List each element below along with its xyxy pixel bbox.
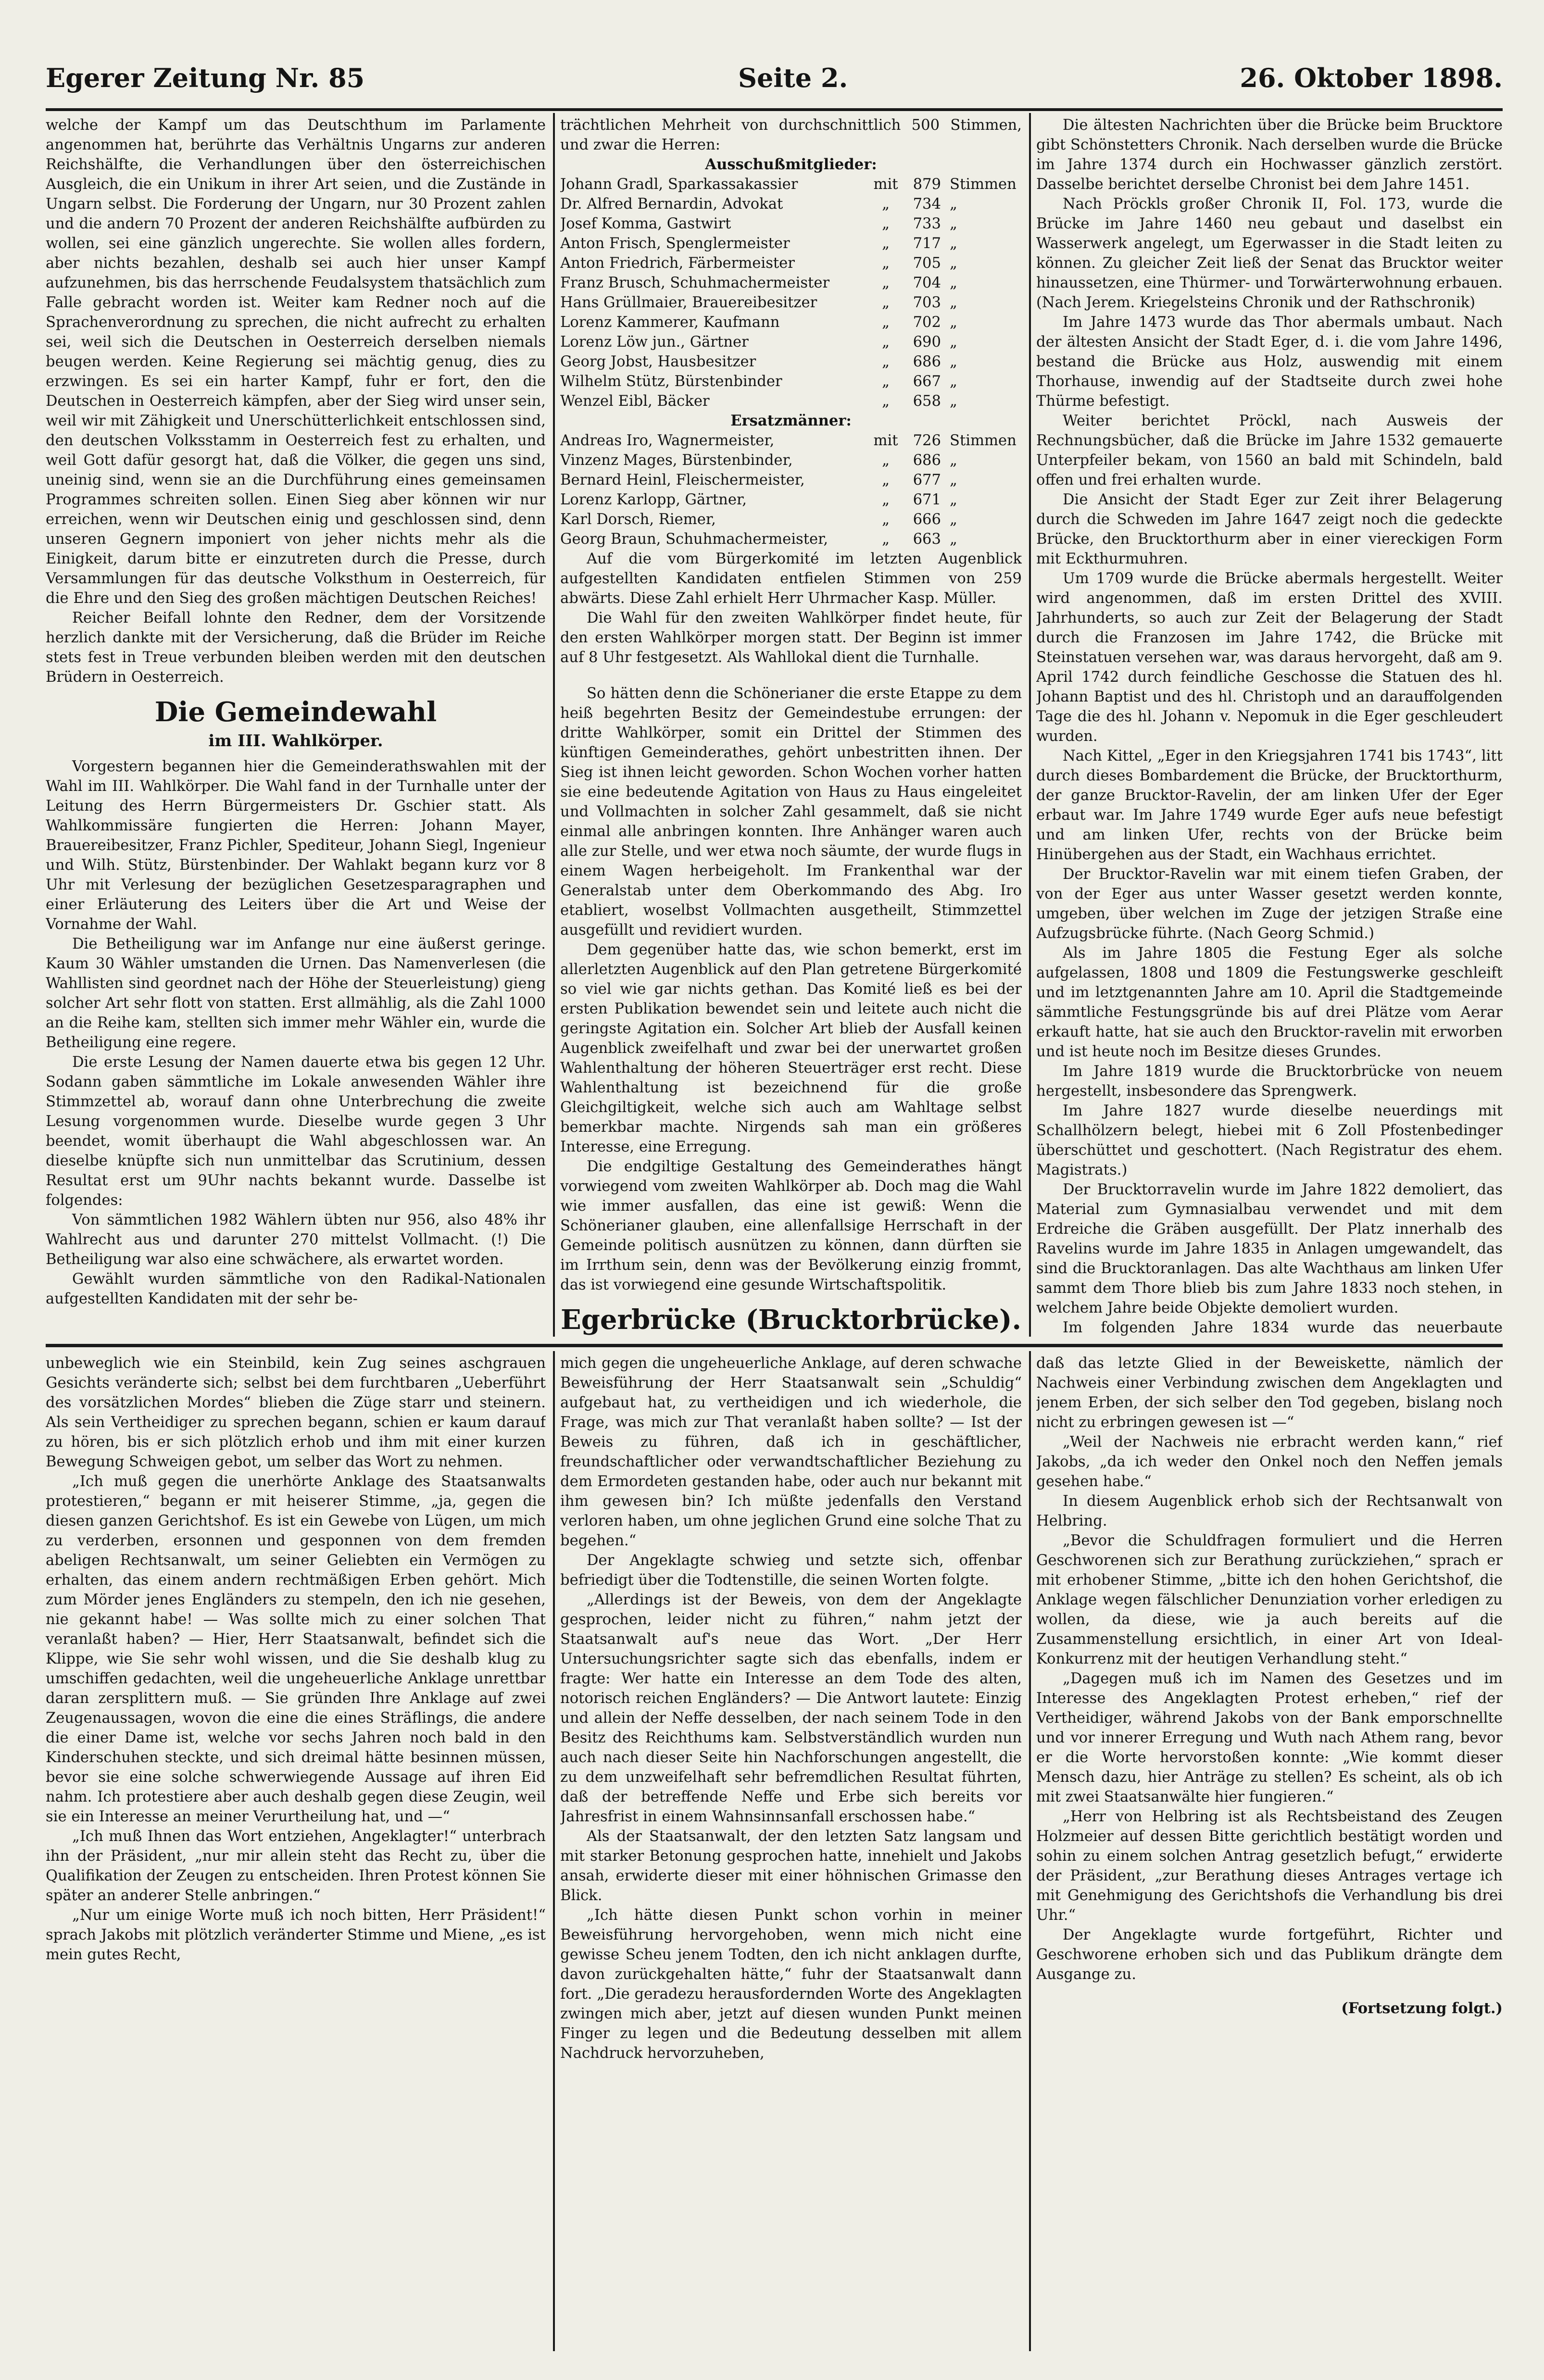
- candidate-unit: „: [950, 353, 957, 370]
- candidate-votes: 667: [913, 373, 941, 390]
- article-paragraph: So hätten denn die Schönerianer die erste Etappe zu dem heiß begehrten Besitz der Gemeindestube errungen: der dritte Wahlkörper, somit ein Drittel der Stimmen des künftigen Gemeinderathes, gehört unbestritten ihnen. Der Sieg ist ihnen leicht geworden. Schon Wochen vorher hatten sie eine bedeutende Agitation von Haus zu Haus eingeleitet und Vollmachten in solcher Zahl gesammelt, daß sie nicht einmal alle anbringen konnten. Ihre Anhänger waren auch alle zur Stelle, und wer etwa noch säumte, der wurde flugs in einem Wagen herbeigeholt. Im Frankenthal war der Generalstab unter dem Oberkommando des Abg. Iro etabliert, woselbst Vollmachten ausgetheilt, Stimmzettel ausgefüllt und revidiert wurden.: [560, 685, 1022, 939]
- candidate-row: [560, 175, 1022, 194]
- section-heading-egerbruecke: Egerbrücke (Brucktorbrücke).: [561, 1304, 1021, 1336]
- article-paragraph: Um 1709 wurde die Brücke abermals hergestellt. Weiter wird angenommen, daß im ersten Drittel des XVIII. Jahrhunderts, so auch zur Zeit der Belagerung der Stadt durch die Franzosen im Jahre 1742, die Brücke mit Steinstatuen versehen war, was daraus hervorgeht, daß am 9. April 1742 durch feindliche Geschosse die Statuen des hl. Johann Baptist und des hl. Christoph und an darauffolgenden Tage die des hl. Johann v. Nepomuk in die Eger geschleudert wurden.: [1036, 570, 1503, 745]
- section-heading-gemeindewahl: Die Gemeindewahl: [154, 696, 437, 728]
- candidate-votes: 686: [913, 353, 941, 370]
- header-newspaper-issue: Egerer Zeitung Nr. 85: [46, 63, 365, 93]
- candidate-mit: mit: [873, 176, 898, 193]
- article-paragraph: Die Betheiligung war im Anfange nur eine äußerst geringe. Kaum 30 Wähler umstanden die Urnen. Das Namenverlesen (die Wahllisten sind geordnet nach der Höhe der Steuerleistung) gieng solcher Art sehr flott von statten. Erst allmählig, als die Zahl 1000 an die Reihe kam, stellten sich immer mehr Wähler ein, wurde die Betheiligung eine regere.: [46, 936, 546, 1051]
- article-paragraph: Weiter berichtet Pröckl, nach Ausweis der Rechnungsbücher, daß die Brücke im Jahre 1532 gemauerte Unterpfeiler bekam, von 1560 an bald mit Schindeln, bald offen und frei erhalten wurde.: [1036, 413, 1503, 489]
- section-subheading: im III. Wahlkörper.: [208, 731, 383, 751]
- candidate-name: Georg Jobst, Hausbesitzer: [560, 353, 756, 370]
- candidate-mit: „: [882, 294, 890, 311]
- article-paragraph: Reicher Beifall lohnte den Redner, dem der Vorsitzende herzlich dankte mit der Versicherung, daß die Brüder im Reiche stets fest in Treue verbunden bleiben werden mit den deutschen Brüdern in Oesterreich.: [46, 610, 546, 686]
- header-date: 26. Oktober 1898.: [1240, 63, 1503, 93]
- continuation-note: (Fortsetzung folgt.): [1341, 2000, 1503, 2017]
- story-paragraph: „Herr von Helbring ist als Rechtsbeistand des Zeugen Holzmeier auf dessen Bitte gerichtlich bestätigt worden und sohin zu einem solchen Antrag gesetzlich befugt,“ erwiderte der Präsident, „zur Berathung dieses Antrages vertage ich mit Genehmigung des Gerichtshofs die Verhandlung bis drei Uhr.“: [1036, 1808, 1503, 1924]
- candidate-votes: 703: [913, 294, 941, 311]
- candidate-unit: „: [950, 393, 957, 410]
- candidate-name: Johann Gradl, Sparkassakassier: [560, 176, 798, 193]
- story-paragraph: unbeweglich wie ein Steinbild, kein Zug seines aschgrauen Gesichts veränderte sich; selbst bei dem furchtbaren „Ueberführt des vorsätzlichen Mordes“ blieben die Züge starr und steinern. Als sein Vertheidiger zu sprechen begann, schien er kaum darauf zu hören, bis er sich plötzlich erhob und ihm mit einer kurzen Bewegung Schweigen gebot, um selber das Wort zu nehmen.: [46, 1355, 546, 1470]
- column-1: [46, 115, 546, 1339]
- story-paragraph: „Ich muß Ihnen das Wort entziehen, Angeklagter!“ unterbrach ihn der Präsident, „nur mir allein steht das Recht zu, über die Qualifikation der Zeugen zu entscheiden. Ihren Protest können Sie später an anderer Stelle anbringen.“: [46, 1828, 546, 1904]
- candidate-mit: „: [882, 452, 890, 469]
- candidate-row: [560, 391, 1022, 411]
- candidate-mit: „: [882, 255, 890, 272]
- column-rule-1: [553, 113, 555, 1337]
- candidate-votes: 666: [913, 511, 941, 528]
- candidate-votes: 734: [913, 196, 941, 213]
- candidate-row: [560, 490, 1022, 510]
- candidate-name: Josef Komma, Gastwirt: [560, 215, 731, 232]
- article-paragraph: Nach Kittel, „Eger in den Kriegsjahren 1741 bis 1743“, litt durch dieses Bombardement die Brücke, der Brucktorthurm, der ganze Brucktor-Ravelin, der am linken Ufer der Eger erbaut war. Im Jahre 1749 wurde Eger aufs neue befestigt und am linken Ufer, rechts von der Brücke beim Hinübergehen aus der Stadt, ein Wachhaus errichtet.: [1036, 748, 1503, 863]
- story-paragraph: „Ich muß gegen die unerhörte Anklage des Staatsanwalts protestieren,“ begann er mit heiserer Stimme, „ja, gegen die diesen ganzen Gerichtshof. Es ist ein Gewebe von Lügen, um mich zu verderben, ersonnen und gesponnen von dem fremden abeligen Rechtsanwalt, um seiner Geliebten ein Vermögen zu erhalten, das einem andern rechtmäßigen Erben gehört. Mich zum Mörder jenes Engländers zu stempeln, den ich nie gesehen, nie gekannt habe! — Was sollte mich zu einer solchen That veranlaßt haben? — Hier, Herr Staatsanwalt, befindet sich die Klippe, wie Sie sehr wohl wissen, und die Sie deshalb klug zu umschiffen gedachten, weil die ungeheuerliche Anklage unrettbar daran zersplittern muß. — Sie gründen Ihre Anklage auf zwei Zeugenaussagen, wovon die eine die eines Sträflings, die andere die einer Dame ist, welche vor sechs Jahren noch bald in den Kinderschuhen steckte, und sich dreimal hätte besinnen müssen, bevor sie eine solche schwerwiegende Aussage auf ihren Eid nahm. Ich protestiere aber auch deshalb gegen diese Zeugin, weil sie ein Interesse an meiner Verurtheilung hat, und —“: [46, 1473, 546, 1825]
- candidate-row: [560, 194, 1022, 214]
- feuilleton-rule: [46, 1344, 1503, 1347]
- candidate-unit: „: [950, 275, 957, 291]
- candidate-row: [560, 352, 1022, 372]
- story-paragraph: In diesem Augenblick erhob sich der Rechtsanwalt von Helbring.: [1036, 1493, 1503, 1529]
- candidate-row: [560, 372, 1022, 391]
- candidate-votes: 879: [913, 176, 941, 193]
- candidate-name: Lorenz Karlopp, Gärtner,: [560, 491, 747, 508]
- candidate-mit: „: [882, 215, 890, 232]
- story-paragraph: „Ich hätte diesen Punkt schon vorhin in meiner Beweisführung hervorgehoben, wenn mich nicht eine gewisse Scheu jenem Todten, den ich nicht anklagen durfte, davon zurückgehalten hätte,“ fuhr der Staatsanwalt dann fort. „Die geradezu herausfordernden Worte des Angeklagten zwingen mich aber, jetzt auf diesen wunden Punkt meinen Finger zu legen und die Bedeutung desselben mit allem Nachdruck hervorzuheben,: [560, 1907, 1022, 2062]
- article-paragraph: Dem gegenüber hatte das, wie schon bemerkt, erst im allerletzten Augenblick auf den Plan getretene Bürgerkomité so viel wie gar nichts gethan. Das Komité ließ es bei der ersten Publikation bewendet sein und leitete auch nicht die geringste Agitation ein. Solcher Art blieb der Ausfall keinen Augenblick zweifelhaft und zwar bei der unerwartet großen Wahlenthaltung der höheren Steuerträger erst recht. Diese Wahlenthaltung ist bezeichnend für die große Gleichgiltigkeit, welche sich auch am Wahltage selbst bemerkbar machte. Nirgends sah man ein größeres Interesse, eine Erregung.: [560, 941, 1022, 1155]
- candidate-unit: „: [950, 215, 957, 232]
- header-page-number: Seite 2.: [738, 63, 848, 93]
- candidate-unit: „: [950, 235, 957, 252]
- story-paragraph: mich gegen die ungeheuerliche Anklage, auf deren schwache Beweisführung der Herr Staatsanwalt sein „Schuldig“ aufgebaut hat, zu vertheidigen und ich wiederhole, die Frage, was mich zur That veranlaßt haben sollte? — Ist der Beweis zu führen, daß ich in geschäftlicher, freundschaftlicher oder verwandtschaftlicher Beziehung zu dem Ermordeten gestanden habe, oder auch nur bekannt mit ihm gewesen bin? Ich müßte jedenfalls den Verstand verloren haben, um ohne jeglichen Grund eine solche That zu begehen.“: [560, 1355, 1022, 1549]
- candidate-row: [560, 234, 1022, 253]
- article-paragraph: Der Brucktor-Ravelin war mit einem tiefen Graben, der von der Eger aus unter Wasser gesetzt werden konnte, umgeben, über welchen im Zuge der jetzigen Straße eine Aufzugsbrücke führte. (Nach Georg Schmid.): [1036, 866, 1503, 942]
- candidate-votes: 702: [913, 314, 941, 331]
- list-label-members: Ausschußmitglieder:: [705, 156, 877, 173]
- candidate-votes: 686: [913, 452, 941, 469]
- column-rule-2: [1029, 113, 1031, 1337]
- article-paragraph: Die Ansicht der Stadt Eger zur Zeit ihrer Belagerung durch die Schweden im Jahre 1647 zeigt noch die gedeckte Brücke, den Brucktorthurm aber in einer viereckigen Form mit Eckthurmuhren.: [1036, 491, 1503, 567]
- article-paragraph: welche der Kampf um das Deutschthum im Parlamente angenommen hat, berührte das Verhältnis Ungarns zur anderen Reichshälfte, die Verhandlungen über den österreichischen Ausgleich, die ein Unikum in ihrer Art seien, und die Zustände in Ungarn selbst. Die Forderung der Ungarn, nur 30 Prozent zahlen und die andern 70 Prozent der anderen Reichshälfte aufbürden zu wollen, sei eine gänzlich ungerechte. Sie wollen alles fordern, aber nichts bezahlen, deshalb sei auch hier unser Kampf aufzunehmen, bis das herrschende Feudalsystem thatsächlich zum Falle gebracht worden ist. Weiter kam Redner noch auf die Sprachenverordnung zu sprechen, die nicht aufrecht zu erhalten sei, weil sich die Deutschen in Oesterreich derselben niemals beugen werden. Keine Regierung sei mächtig genug, dies zu erzwingen. Es sei ein harter Kampf, fuhr er fort, den die Deutschen in Oesterreich kämpfen, aber der Sieg wird unser sein, weil wir mit Zähigkeit und Unerschütterlichkeit entschlossen sind, den deutschen Volksstamm in Oesterreich fest zu erhalten, und weil Gott dafür gesorgt hat, daß die Völker, die gegen uns sind, uneinig sind, wenn sie an die Durchführung eines gemeinsamen Programmes schreiten sollen. Einen Sieg aber können wir nur erreichen, wenn wir Deutschen einig und geschlossen sind, denn unseren Gegnern imponiert von jeher nichts mehr als die Einigkeit, darum bitte er einzutreten durch die Presse, durch Versammlungen für das deutsche Volksthum in Oesterreich, für die Ehre und den Sieg des großen mächtigen Deutschen Reiches!: [46, 117, 546, 607]
- candidate-unit: „: [950, 531, 957, 548]
- column-rule-3: [553, 1351, 555, 2351]
- candidate-name: Wilhelm Stütz, Bürstenbinder: [560, 373, 782, 390]
- article-paragraph: Als im Jahre 1805 die Festung Eger als solche aufgelassen, 1808 und 1809 die Festungswerke geschleift und im letztgenannten Jahre am 10. April die Stadtgemeinde sämmtliche Festungsgründe bis auf drei Plätze vom Aerar erkauft hatte, hat sie auch den Brucktor-ravelin mit erworben und ist heute noch im Besitze dieses Grundes.: [1036, 945, 1503, 1060]
- candidate-mit: „: [882, 531, 890, 548]
- candidate-row: [560, 431, 1022, 451]
- story-paragraph: „Dagegen muß ich im Namen des Gesetzes und im Interesse des Angeklagten Protest erheben,“ rief der Vertheidiger, während Jakobs von der Bank emporschnellte und vor innerer Erregung und Wuth nach Athem rang, bevor er die Worte hervorstoßen konnte: „Wie kommt dieser Mensch dazu, hier Anträge zu stellen? Es scheint, als ob ich mit zwei Staatsanwälte hier fungieren.“: [1036, 1670, 1503, 1805]
- candidate-unit: „: [950, 511, 957, 528]
- story-paragraph: Als der Staatsanwalt, der den letzten Satz langsam und mit starker Betonung gesprochen hatte, innehielt und Jakobs ansah, erwiderte dieser mit einer höhnischen Grimasse den Blick.: [560, 1828, 1022, 1904]
- candidate-unit: „: [950, 373, 957, 390]
- article-paragraph: Im Jahre 1819 wurde die Brucktorbrücke von neuem hergestellt, insbesondere das Sprengwerk.: [1036, 1063, 1503, 1100]
- column-3: [1036, 115, 1503, 1339]
- candidate-row: [560, 529, 1022, 549]
- candidate-name: Lorenz Löw jun., Gärtner: [560, 334, 749, 351]
- candidate-unit: „: [950, 472, 957, 489]
- candidate-row: [560, 510, 1022, 529]
- candidate-unit: „: [950, 491, 957, 508]
- story-paragraph: daß das letzte Glied in der Beweiskette, nämlich der Nachweis einer Verbindung zwischen dem Angeklagten und jenem Erben, der sich selber den Tod gegeben, bislang noch nicht zu erbringen gewesen ist —“: [1036, 1355, 1503, 1431]
- candidate-unit: „: [950, 294, 957, 311]
- story-paragraph: „Bevor die Schuldfragen formuliert und die Herren Geschworenen sich zur Berathung zurückziehen,“ sprach er mit erhobener Stimme, „bitte ich den hohen Gerichtshof, die Anklage wegen fälschlicher Denunziation vorher erledigen zu wollen, da diese, wie ja auch bereits auf die Zusammenstellung ersichtlich, in einer Art von Ideal-Konkurrenz mit der heutigen Verhandlung steht.“: [1036, 1532, 1503, 1667]
- story-paragraph: Der Angeklagte wurde fortgeführt, Richter und Geschworene erhoben sich und das Publikum drängte dem Ausgange zu.: [1036, 1927, 1503, 1983]
- article-paragraph: Die ältesten Nachrichten über die Brücke beim Brucktore gibt Schönstetters Chronik. Nach derselben wurde die Brücke im Jahre 1374 durch ein Hochwasser gänzlich zerstört. Dasselbe berichtet derselbe Chronist bei dem Jahre 1451.: [1036, 117, 1503, 193]
- candidate-unit: „: [950, 452, 957, 469]
- candidate-unit: „: [950, 314, 957, 331]
- article-paragraph: Die Wahl für den zweiten Wahlkörper findet heute, für den ersten Wahlkörper morgen statt. Der Beginn ist immer auf 8 Uhr festgesetzt. Als Wahllokal dient die Turnhalle.: [560, 610, 1022, 666]
- candidate-mit: „: [882, 373, 890, 390]
- candidate-mit: „: [882, 196, 890, 213]
- spacer: [560, 667, 1022, 684]
- candidate-name: Dr. Alfred Bernardin, Advokat: [560, 196, 783, 213]
- story-paragraph: „Weil der Nachweis nie erbracht werden kann,“ rief Jakobs, „da ich weder den Onkel noch den Neffen jemals gesehen habe.“: [1036, 1434, 1503, 1490]
- article-paragraph: Im Jahre 1827 wurde dieselbe neuerdings mit Schallhölzern belegt, hiebei mit 6 Zoll Pfostenbedinger überschüttet und geschottert. (Nach Registratur des ehem. Magistrats.): [1036, 1102, 1503, 1178]
- candidate-unit: Stimmen: [950, 176, 1017, 193]
- article-paragraph: Die erste Lesung der Namen dauerte etwa bis gegen 12 Uhr. Sodann gaben sämmtliche im Lokale anwesenden Wähler ihre Stimmzettel ab, worauf dann ohne Unterbrechung die zweite Lesung vorgenommen wurde. Dieselbe wurde gegen 3 Uhr beendet, womit überhaupt die Wahl abgeschlossen war. An dieselbe knüpfte sich nun unmittelbar das Scrutinium, dessen Resultat erst um 9Uhr nachts bekannt wurde. Dasselbe ist folgendes:: [46, 1054, 546, 1209]
- candidate-votes: 704: [913, 275, 941, 291]
- article-paragraph: Von sämmtlichen 1982 Wählern übten nur 956, also 48% ihr Wahlrecht aus und darunter 270 mittelst Vollmacht. (!) Die Betheiligung war also eine schwächere, als erwartet worden.: [46, 1212, 546, 1268]
- candidate-votes: 726: [913, 432, 941, 449]
- candidate-votes: 717: [913, 235, 941, 252]
- candidate-name: Andreas Iro, Wagnermeister,: [560, 432, 775, 449]
- candidate-name: Wenzel Eibl, Bäcker: [560, 393, 710, 410]
- candidate-votes: 663: [913, 531, 941, 548]
- article-paragraph: Nach Pröckls großer Chronik II, Fol. 173, wurde die Brücke im Jahre 1460 neu gebaut und daselbst ein Wasserwerk angelegt, um Egerwasser in die Stadt leiten zu können. Zu gleicher Zeit ließ der Senat das Brucktor weiter hinaussetzen, eine Thürmer- und Torwärterwohnung erbauen. (Nach Jerem. Kriegelsteins Chronik und der Rathschronik): [1036, 196, 1503, 311]
- candidate-votes: 733: [913, 215, 941, 232]
- candidate-unit: „: [950, 196, 957, 213]
- article-paragraph: Gewählt wurden sämmtliche von den Radikal-Nationalen aufgestellten Kandidaten mit der sehr be-: [46, 1271, 546, 1307]
- candidate-name: Karl Dorsch, Riemer,: [560, 511, 716, 528]
- candidate-name: Vinzenz Mages, Bürstenbinder,: [560, 452, 793, 469]
- header-rule: [46, 108, 1503, 111]
- article-paragraph: trächtlichen Mehrheit von durchschnittlich 500 Stimmen, und zwar die Herren:: [560, 117, 1022, 153]
- page-header: [46, 63, 1503, 106]
- candidate-unit: „: [950, 255, 957, 272]
- members-table: [560, 175, 1022, 411]
- candidate-votes: 705: [913, 255, 941, 272]
- story-paragraph: Der Angeklagte schwieg und setzte sich, offenbar befriedigt über die Todtenstille, die seinen Worten folgte.: [560, 1552, 1022, 1589]
- feuilleton-column-3: [1036, 1353, 1503, 2351]
- candidate-mit: „: [882, 491, 890, 508]
- candidate-row: [560, 253, 1022, 273]
- candidate-name: Franz Brusch, Schuhmachermeister: [560, 275, 830, 291]
- candidate-mit: „: [882, 334, 890, 351]
- candidate-name: Lorenz Kammerer, Kaufmann: [560, 314, 780, 331]
- column-rule-4: [1029, 1351, 1031, 2351]
- story-paragraph: „Allerdings ist der Beweis, von dem der Angeklagte gesprochen, leider nicht zu führen,“ nahm jetzt der Staatsanwalt auf's neue das Wort. „Der Herr Untersuchungsrichter sagte sich das ebenfalls, indem er fragte: Wer hatte ein Interesse an dem Tode des alten, notorisch reichen Engländers? — Die Antwort lautete: Einzig und allein der Neffe desselben, der nach seinem Tode in den Besitz des Reichthums kam. Selbstverständlich wurden nun auch nach dieser Seite hin Nachforschungen angestellt, die zu dem unzweifelhaft sehr befremdlichen Resultat führten, daß der betreffende Neffe und Erbe sich bereits vor Jahresfrist in einem Wahnsinnsanfall erschossen habe.“: [560, 1591, 1022, 1825]
- candidate-row: [560, 332, 1022, 352]
- candidate-mit: mit: [873, 432, 898, 449]
- candidate-name: Anton Friedrich, Färbermeister: [560, 255, 795, 272]
- candidate-row: [560, 214, 1022, 234]
- article-paragraph: Im folgenden Jahre 1834 wurde das neuerbaute: [1063, 1319, 1503, 1336]
- candidate-mit: „: [882, 353, 890, 370]
- feuilleton-column-2: [560, 1353, 1022, 2351]
- candidate-row: [560, 293, 1022, 313]
- candidate-mit: „: [882, 235, 890, 252]
- candidate-name: Bernard Heinl, Fleischermeister,: [560, 472, 805, 489]
- candidate-mit: „: [882, 472, 890, 489]
- candidate-votes: 690: [913, 334, 941, 351]
- candidate-unit: Stimmen: [950, 432, 1017, 449]
- candidate-row: [560, 451, 1022, 470]
- article-paragraph: Der Brucktorravelin wurde im Jahre 1822 demoliert, das Material zum Gymnasialbau verwendet und mit dem Erdreiche die Gräben ausgefüllt. Der Platz innerhalb des Ravelins wurde im Jahre 1835 in Anlagen umgewandelt, das sind die Brucktoranlagen. Das alte Wachthaus am linken Ufer sammt dem Thore blieb bis zum Jahre 1833 noch stehen, in welchem Jahre beide Objekte demoliert wurden.: [1036, 1181, 1503, 1316]
- candidate-name: Anton Frisch, Spenglermeister: [560, 235, 790, 252]
- article-paragraph: Vorgestern begannen hier die Gemeinderathswahlen mit der Wahl im III. Wahlkörper. Die Wahl fand in der Turnhalle unter der Leitung des Herrn Bürgermeisters Dr. Gschier statt. Als Wahlkommissäre fungierten die Herren: Johann Mayer, Brauereibesitzer, Franz Pichler, Spediteur, Johann Siegl, Ingenieur und Wilh. Stütz, Bürstenbinder. Der Wahlakt begann kurz vor 8 Uhr mit Verlesung der bezüglichen Gesetzesparagraphen und einer Erläuterung des Leiters über die Art und Weise der Vornahme der Wahl.: [46, 758, 546, 933]
- candidate-mit: „: [882, 314, 890, 331]
- candidate-unit: „: [950, 334, 957, 351]
- article-paragraph: Im Jahre 1473 wurde das Thor abermals umbaut. Nach der ältesten Ansicht der Stadt Eger, d. i. die vom Jahre 1496, bestand die Brücke aus Holz, auswendig mit einem Thorhause, inwendig auf der Stadtseite durch zwei hohe Thürme befestigt.: [1036, 314, 1503, 410]
- article-paragraph: Auf die vom Bürgerkomité im letzten Augenblick aufgestellten Kandidaten entfielen Stimmen von 259 abwärts. Diese Zahl erhielt Herr Uhrmacher Kasp. Müller.: [560, 551, 1022, 607]
- candidate-mit: „: [882, 511, 890, 528]
- candidate-votes: 658: [913, 393, 941, 410]
- candidate-row: [560, 470, 1022, 490]
- column-2: [560, 115, 1022, 1339]
- candidate-name: Hans Grüllmaier, Brauereibesitzer: [560, 294, 817, 311]
- candidate-votes: 671: [913, 491, 941, 508]
- candidate-mit: „: [882, 275, 890, 291]
- list-label-substitutes: Ersatzmänner:: [730, 412, 852, 429]
- substitutes-table: [560, 431, 1022, 549]
- candidate-votes: 677: [913, 472, 941, 489]
- candidate-name: Georg Braun, Schuhmachermeister,: [560, 531, 828, 548]
- story-paragraph: „Nur um einige Worte muß ich noch bitten, Herr Präsident!“ sprach Jakobs mit plötzlich veränderter Stimme und Miene, „es ist mein gutes Recht,: [46, 1907, 546, 1963]
- feuilleton-column-1: [46, 1353, 546, 2351]
- candidate-mit: „: [882, 393, 890, 410]
- article-paragraph: Die endgiltige Gestaltung des Gemeinderathes hängt vorwiegend vom zweiten Wahlkörper ab. Doch mag die Wahl wie immer ausfallen, das eine ist gewiß: Wenn die Schönerianer glauben, eine allenfallsige Herrschaft in der Gemeinde politisch ausnützen zu können, dann dürften sie im Irrthum sein, denn was der Bevölkerung einzig frommt, das ist vorwiegend eine gesunde Wirtschaftspolitik.: [560, 1158, 1022, 1293]
- candidate-row: [560, 313, 1022, 332]
- candidate-row: [560, 273, 1022, 293]
